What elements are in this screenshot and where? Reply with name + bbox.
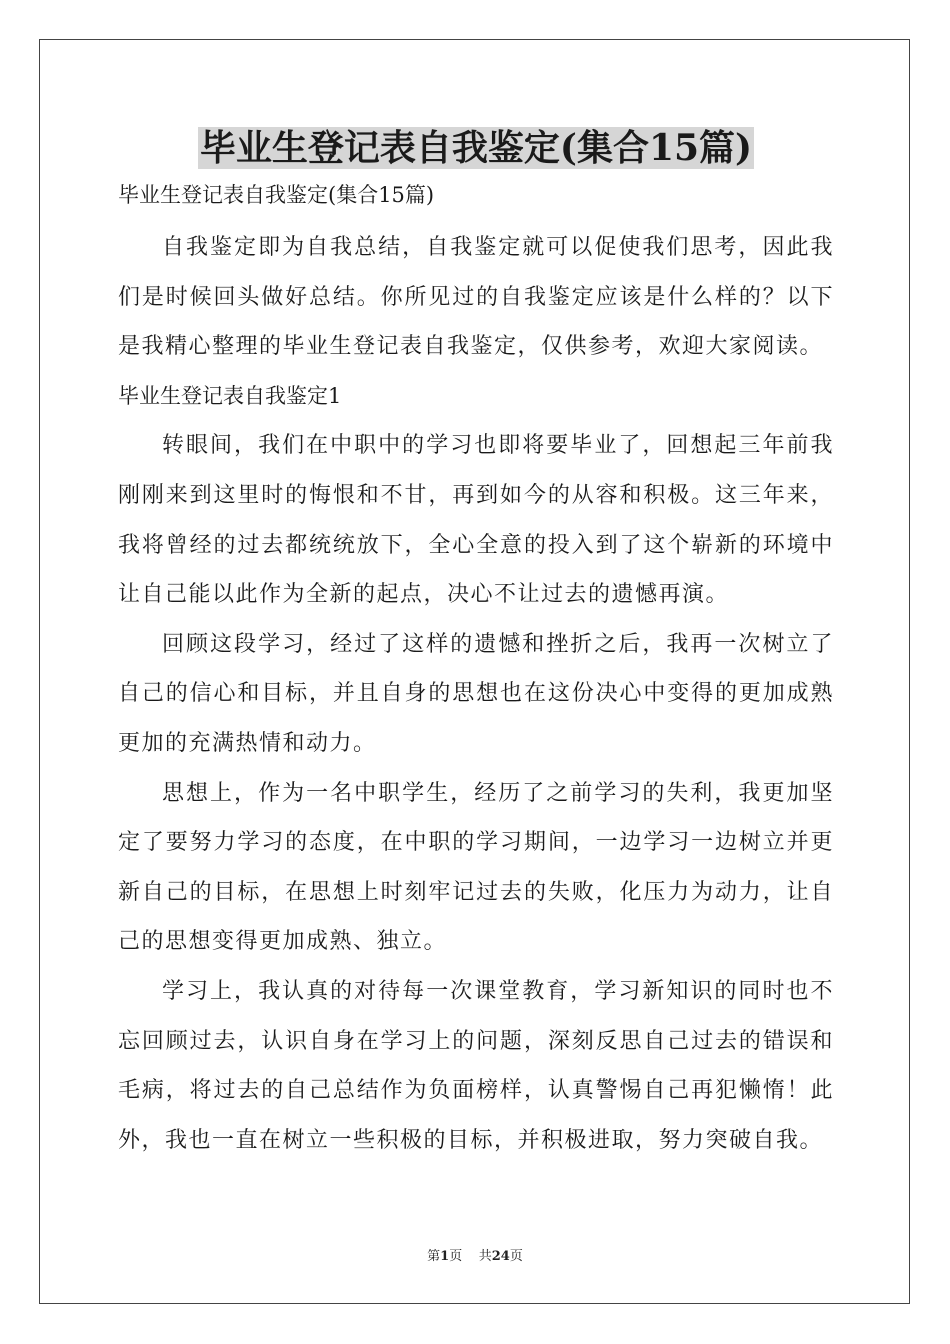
document-subtitle: 毕业生登记表自我鉴定(集合15篇) <box>118 183 435 207</box>
document-title-text: 毕业生登记表自我鉴定(集合15篇) <box>199 127 753 169</box>
body-paragraph: 转眼间，我们在中职中的学习也即将要毕业了，回想起三年前我刚刚来到这里时的悔恨和不甘，再到如今的从容和积极。这三年来，我将曾经的过去都统统放下，全心全意的投入到了这个崭新的环境中让自己能以此作为全新的起点，决心不让过去的遗憾再演。 <box>118 433 834 608</box>
total-suffix: 页 <box>509 1249 523 1264</box>
page-current: 1 <box>440 1249 450 1264</box>
total-prefix: 共 <box>478 1249 492 1264</box>
document-title <box>118 120 834 176</box>
intro-paragraph: 自我鉴定即为自我总结，自我鉴定就可以促使我们思考，因此我们是时候回头做好总结。你所见过的自我鉴定应该是什么样的？以下是我精心整理的毕业生登记表自我鉴定，仅供参考，欢迎大家阅读。 <box>118 235 834 360</box>
document-body <box>118 120 834 1165</box>
page-footer <box>0 1245 950 1264</box>
section-heading: 毕业生登记表自我鉴定1 <box>118 383 342 408</box>
body-paragraph: 思想上，作为一名中职学生，经历了之前学习的失利，我更加坚定了要努力学习的态度，在中职的学习期间，一边学习一边树立并更新自己的目标，在思想上时刻牢记过去的失败，化压力为动力，让自己的思想变得更加成熟、独立。 <box>118 780 834 955</box>
page-total: 24 <box>491 1249 510 1264</box>
page-prefix: 第 <box>427 1249 441 1264</box>
page-suffix: 页 <box>449 1249 463 1264</box>
body-paragraph: 回顾这段学习，经过了这样的遗憾和挫折之后，我再一次树立了自己的信心和目标，并且自身的思想也在这份决心中变得的更加成熟更加的充满热情和动力。 <box>118 631 834 756</box>
body-paragraph: 学习上，我认真的对待每一次课堂教育，学习新知识的同时也不忘回顾过去，认识自身在学习上的问题，深刻反思自己过去的错误和毛病，将过去的自己总结作为负面榜样，认真警惕自己再犯懒惰！此外，我也一直在树立一些积极的目标，并积极进取，努力突破自我。 <box>118 978 834 1153</box>
